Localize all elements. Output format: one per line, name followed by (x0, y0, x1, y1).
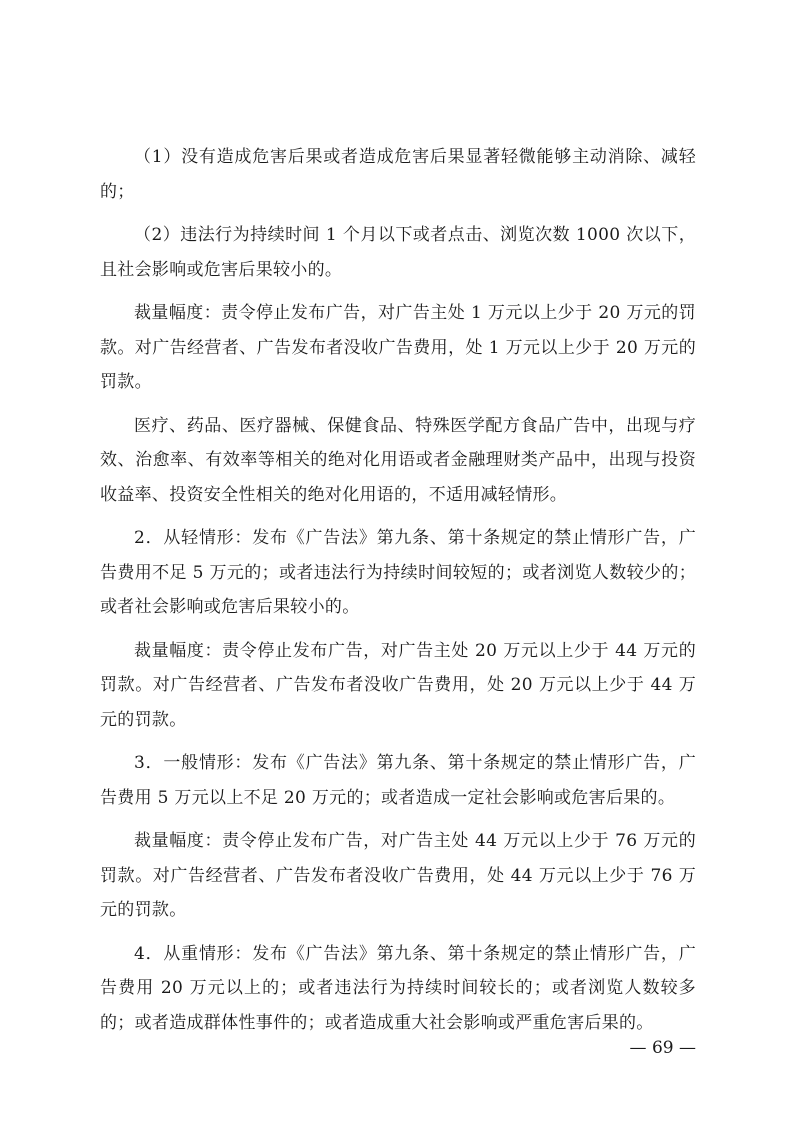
paragraph-lenient-case: 2．从轻情形：发布《广告法》第九条、第十条规定的禁止情形广告，广告费用不足 5 万元的；或者违法行为持续时间较短的；或者浏览人数较少的；或者社会影响或危害后果较小的。 (100, 528, 696, 617)
paragraph-item-2: （2）违法行为持续时间 1 个月以下或者点击、浏览次数 1000 次以下，且社会影响或危害后果较小的。 (100, 225, 696, 280)
document-body (100, 140, 696, 1049)
paragraph-item-1: （1）没有造成危害后果或者造成危害后果显著轻微能够主动消除、减轻的； (100, 147, 696, 202)
paragraph-exclusion-note: 医疗、药品、医疗器械、保健食品、特殊医学配方食品广告中，出现与疗效、治愈率、有效率等相关的绝对化用语或者金融理财类产品中，出现与投资收益率、投资安全性相关的绝对化用语的，不适用减轻情形。 (100, 415, 696, 505)
paragraph-severe-case: 4．从重情形：发布《广告法》第九条、第十条规定的禁止情形广告，广告费用 20 万元以上的；或者违法行为持续时间较长的；或者浏览人数较多的；或者造成群体性事件的；或者造成重大社会影响或严重危害后果的。 (100, 943, 696, 1033)
page-number: — 69 — (629, 1038, 696, 1058)
paragraph-penalty-range-lenient: 裁量幅度：责令停止发布广告，对广告主处 20 万元以上少于 44 万元的罚款。对广告经营者、广告发布者没收广告费用，处 20 万元以上少于 44 万元的罚款。 (100, 640, 696, 730)
paragraph-penalty-range-general: 裁量幅度：责令停止发布广告，对广告主处 44 万元以上少于 76 万元的罚款。对广告经营者、广告发布者没收广告费用，处 44 万元以上少于 76 万元的罚款。 (100, 831, 696, 920)
paragraph-general-case: 3．一般情形：发布《广告法》第九条、第十条规定的禁止情形广告，广告费用 5 万元以上不足 20 万元的；或者造成一定社会影响或危害后果的。 (100, 753, 696, 808)
paragraph-penalty-range-mitigated: 裁量幅度：责令停止发布广告，对广告主处 1 万元以上少于 20 万元的罚款。对广告经营者、广告发布者没收广告费用，处 1 万元以上少于 20 万元的罚款。 (100, 303, 696, 392)
